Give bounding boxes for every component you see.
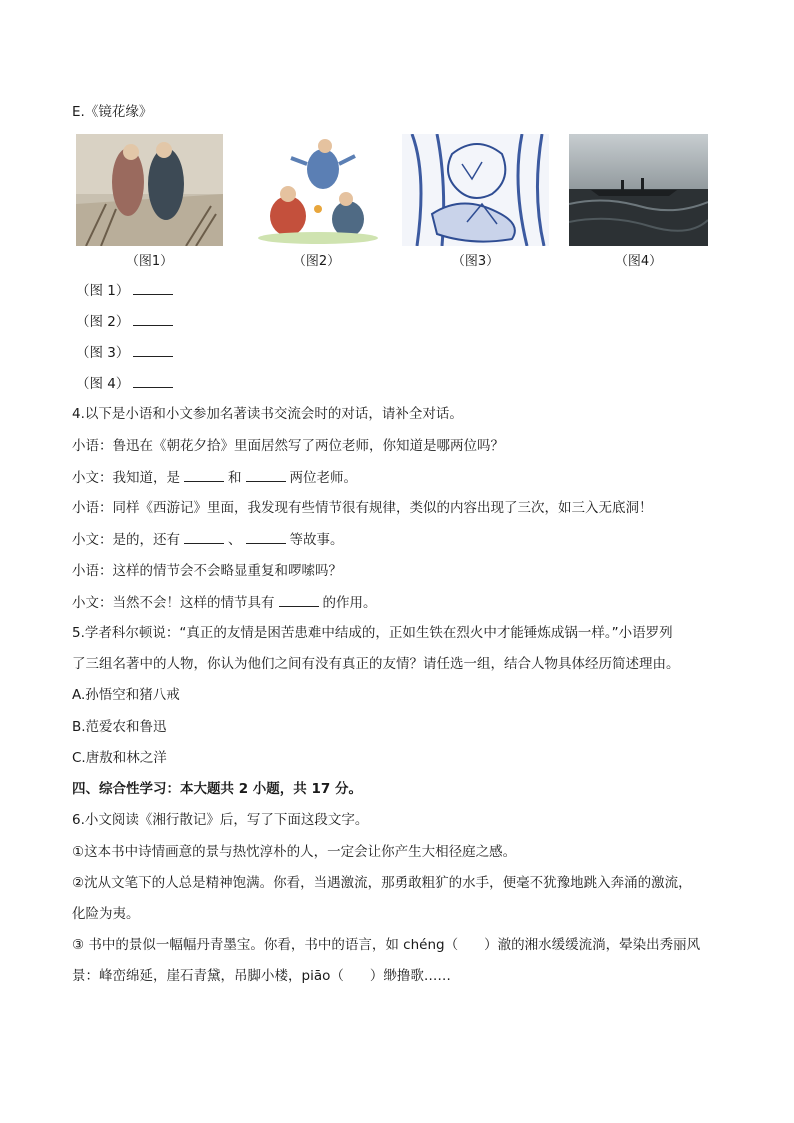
q6-paragraph-2-line-2: 化险为夷。	[72, 906, 140, 922]
q4-line-4-b: 、	[228, 532, 242, 548]
q5-line-2: 了三组名著中的人物，你认为他们之间有没有真正的友情？请任选一组，结合人物具体经历简述理由。	[72, 656, 680, 672]
q6-stem: 6.小文阅读《湘行散记》后，写了下面这段文字。	[72, 812, 369, 828]
answer-row-4	[76, 373, 177, 394]
figure-4-caption: （图4）	[614, 254, 663, 269]
q4-line-2-c: 两位老师。	[289, 470, 357, 486]
q6-p3-line-2-a: 景：峰峦绵延，崖石青黛，吊脚小楼，piāo（	[72, 968, 344, 984]
q4-stem: 4.以下是小语和小文参加名著读书交流会时的对话，请补全对话。	[72, 406, 463, 422]
q4-line-5: 小语：这样的情节会不会略显重复和啰嗦吗？	[72, 563, 342, 579]
q4-line-2-a: 小文：我知道，是	[72, 470, 180, 486]
figure-2-image	[243, 134, 390, 246]
q6-p3-line-1-a: ③ 书中的景似一幅幅丹青墨宝。你看，书中的语言，如 chéng（	[72, 937, 459, 953]
section-4-heading: 四、综合性学习：本大题共 2 小题，共 17 分。	[72, 781, 362, 797]
q5-option-a: A.孙悟空和猪八戒	[72, 687, 180, 703]
answer-row-2	[76, 311, 177, 332]
figure-4	[569, 134, 708, 269]
q6-paragraph-2-line-1: ②沈从文笔下的人总是精神饱满。你看，当遇激流，那勇敢粗犷的水手，便毫不犹豫地跳入奔涌的激流，	[72, 875, 692, 891]
figure-2	[243, 134, 390, 269]
q5-option-c: C.唐敖和林之洋	[72, 750, 167, 766]
figure-3	[402, 134, 549, 269]
figure-3-caption: （图3）	[451, 254, 500, 269]
figure-1	[76, 134, 223, 269]
q4-line-4-a: 小文：是的，还有	[72, 532, 180, 548]
q4-line-2-b: 和	[228, 470, 242, 486]
q4-line-4	[72, 529, 344, 550]
q4-blank-effect[interactable]	[279, 592, 319, 607]
q4-line-6-b: 的作用。	[322, 595, 377, 611]
q4-line-4-c: 等故事。	[289, 532, 344, 548]
q5-option-b: B.范爱农和鲁迅	[72, 719, 167, 735]
q4-blank-story-1[interactable]	[184, 529, 224, 544]
q6-p3-line-2-b: ）缈撸歌……	[369, 968, 451, 984]
answer-blank-4[interactable]	[133, 373, 173, 388]
figure-1-image	[76, 134, 223, 246]
answer-label-4: （图 4）	[76, 376, 130, 392]
figure-row	[0, 134, 794, 274]
q6-paragraph-3-line-2	[72, 966, 451, 986]
q4-line-1: 小语：鲁迅在《朝花夕拾》里面居然写了两位老师，你知道是哪两位吗？	[72, 438, 504, 454]
q4-line-3: 小语：同样《西游记》里面，我发现有些情节很有规律，类似的内容出现了三次，如三入无底洞！	[72, 500, 653, 516]
figure-4-image	[569, 134, 708, 246]
answer-row-3	[76, 342, 177, 363]
q4-line-6	[72, 592, 377, 613]
q4-line-6-a: 小文：当然不会！这样的情节具有	[72, 595, 275, 611]
figure-3-image	[402, 134, 549, 246]
figure-1-caption: （图1）	[125, 254, 174, 269]
q6-p3-line-1-b: ）澈的湘水缓缓流淌，晕染出秀丽风	[484, 937, 701, 953]
answer-label-2: （图 2）	[76, 314, 130, 330]
q4-blank-teacher-1[interactable]	[184, 467, 224, 482]
answer-label-3: （图 3）	[76, 345, 130, 361]
answer-blank-2[interactable]	[133, 311, 173, 326]
option-e: E.《镜花缘》	[72, 104, 153, 120]
q4-blank-story-2[interactable]	[246, 529, 286, 544]
answer-blank-3[interactable]	[133, 342, 173, 357]
q6-paragraph-1: ①这本书中诗情画意的景与热忱淳朴的人，一定会让你产生大相径庭之感。	[72, 844, 517, 860]
q4-blank-teacher-2[interactable]	[246, 467, 286, 482]
q6-paragraph-3-line-1	[72, 935, 700, 955]
answer-label-1: （图 1）	[76, 283, 130, 299]
q4-line-2	[72, 467, 357, 488]
answer-row-1	[76, 280, 177, 301]
answer-blank-1[interactable]	[133, 280, 173, 295]
q5-line-1: 5.学者科尔顿说：“真正的友情是困苦患难中结成的，正如生铁在烈火中才能锤炼成锅一样。”小语罗列	[72, 625, 673, 641]
figure-2-caption: （图2）	[292, 254, 341, 269]
